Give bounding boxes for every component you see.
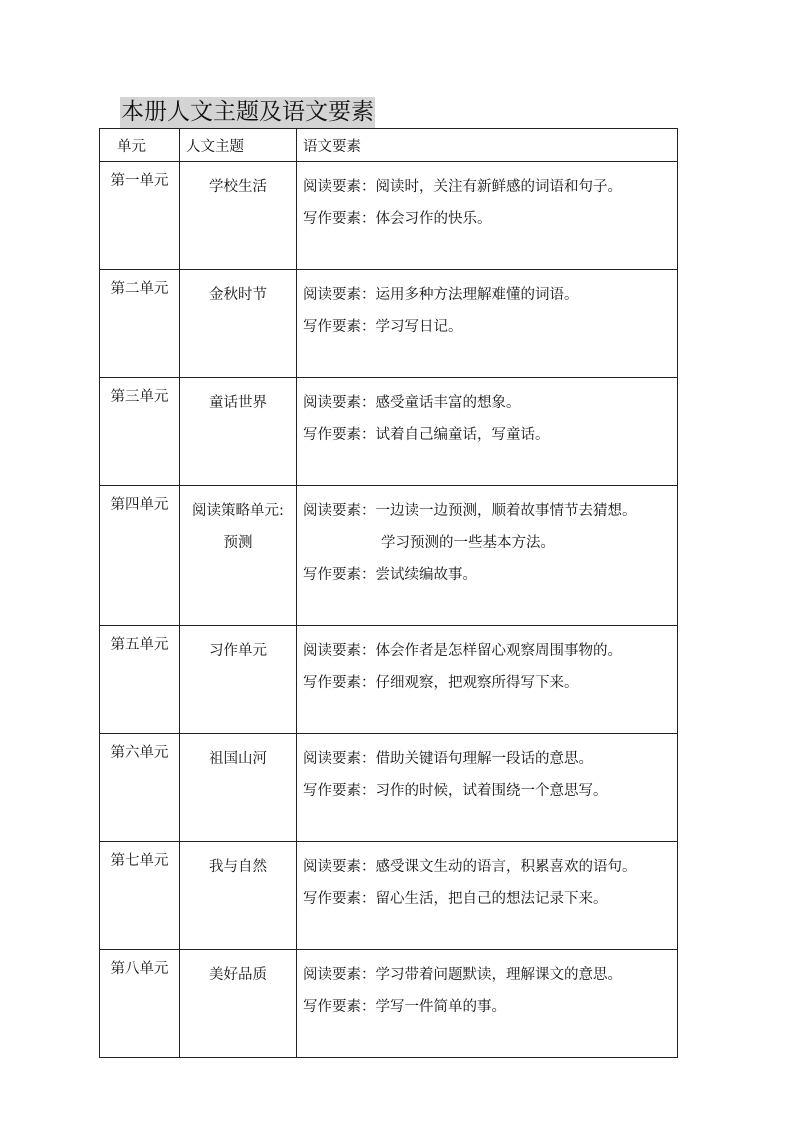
reading-element: 阅读要素：学习带着问题默读，理解课文的意思。 xyxy=(303,967,622,983)
theme-cell xyxy=(180,626,297,734)
unit-cell: 第六单元 xyxy=(100,734,180,842)
table-body xyxy=(100,162,678,1058)
theme-text: 预测 xyxy=(223,535,253,551)
theme-text: 美好品质 xyxy=(209,967,267,983)
unit-cell: 第四单元 xyxy=(100,486,180,626)
unit-overview-table xyxy=(99,128,678,1058)
theme-cell xyxy=(180,162,297,270)
elements-cell xyxy=(297,486,678,626)
writing-element: 写作要素：体会习作的快乐。 xyxy=(303,211,492,227)
reading-element: 阅读要素：体会作者是怎样留心观察周围事物的。 xyxy=(303,643,622,659)
theme-text: 童话世界 xyxy=(209,395,267,411)
reading-element: 阅读要素：感受童话丰富的想象。 xyxy=(303,395,521,411)
table-row xyxy=(100,842,678,950)
page-title: 本册人文主题及语文要素 xyxy=(120,97,375,128)
theme-cell xyxy=(180,486,297,626)
unit-cell: 第五单元 xyxy=(100,626,180,734)
elements-cell xyxy=(297,950,678,1058)
theme-text: 阅读策略单元: xyxy=(192,503,284,519)
theme-cell xyxy=(180,950,297,1058)
header-unit: 单元 xyxy=(100,129,180,162)
elements-cell xyxy=(297,270,678,378)
elements-cell xyxy=(297,842,678,950)
reading-element: 阅读要素：运用多种方法理解难懂的词语。 xyxy=(303,287,579,303)
reading-element: 阅读要素：感受课文生动的语言，积累喜欢的语句。 xyxy=(303,859,637,875)
unit-cell: 第七单元 xyxy=(100,842,180,950)
writing-element: 写作要素：学习写日记。 xyxy=(303,319,463,335)
writing-element: 写作要素：试着自己编童话，写童话。 xyxy=(303,427,550,443)
theme-cell xyxy=(180,378,297,486)
header-theme: 人文主题 xyxy=(180,129,297,162)
table-row xyxy=(100,486,678,626)
unit-cell: 第三单元 xyxy=(100,378,180,486)
unit-cell: 第二单元 xyxy=(100,270,180,378)
elements-cell xyxy=(297,734,678,842)
theme-cell xyxy=(180,734,297,842)
theme-cell xyxy=(180,842,297,950)
table-row xyxy=(100,734,678,842)
theme-cell xyxy=(180,270,297,378)
header-elements: 语文要素 xyxy=(297,129,678,162)
elements-cell xyxy=(297,378,678,486)
theme-text: 学校生活 xyxy=(209,179,267,195)
writing-element: 写作要素：仔细观察，把观察所得写下来。 xyxy=(303,675,579,691)
table-row xyxy=(100,626,678,734)
writing-element: 写作要素：尝试续编故事。 xyxy=(303,567,477,583)
theme-text: 祖国山河 xyxy=(209,751,267,767)
unit-cell: 第一单元 xyxy=(100,162,180,270)
table-row xyxy=(100,378,678,486)
reading-element: 阅读要素：一边读一边预测，顺着故事情节去猜想。 xyxy=(303,503,637,519)
table-row xyxy=(100,270,678,378)
theme-text: 我与自然 xyxy=(209,859,267,875)
writing-element: 写作要素：留心生活，把自己的想法记录下来。 xyxy=(303,891,608,907)
table-row xyxy=(100,162,678,270)
reading-element-extra: 学习预测的一些基本方法。 xyxy=(381,535,555,551)
table-row xyxy=(100,950,678,1058)
theme-text: 习作单元 xyxy=(209,643,267,659)
elements-cell xyxy=(297,162,678,270)
elements-cell xyxy=(297,626,678,734)
writing-element: 写作要素：学写一件简单的事。 xyxy=(303,999,506,1015)
reading-element: 阅读要素：阅读时，关注有新鲜感的词语和句子。 xyxy=(303,179,622,195)
unit-cell: 第八单元 xyxy=(100,950,180,1058)
table-header-row xyxy=(100,129,678,162)
reading-element: 阅读要素：借助关键语句理解一段话的意思。 xyxy=(303,751,593,767)
theme-text: 金秋时节 xyxy=(209,287,267,303)
writing-element: 写作要素：习作的时候，试着围绕一个意思写。 xyxy=(303,783,608,799)
